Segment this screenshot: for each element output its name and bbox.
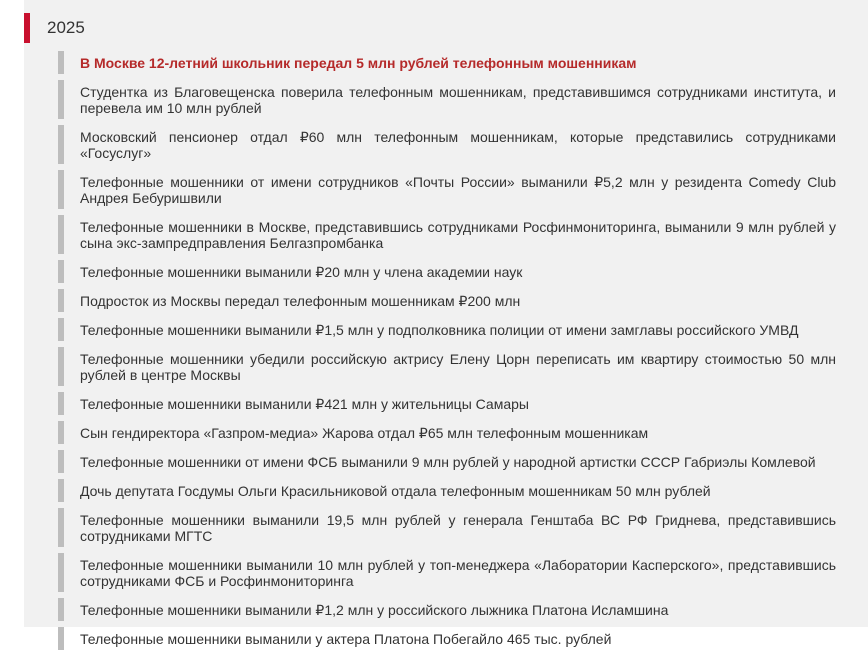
news-link[interactable]: Телефонные мошенники выманили ₽421 млн у жительницы Самары [58,392,836,415]
year-accent-bar [24,13,30,43]
year-heading [24,13,424,43]
news-link[interactable]: Телефонные мошенники выманили ₽1,2 млн у российского лыжника Платона Исламшина [58,598,836,621]
news-link[interactable]: Студентка из Благовещенска поверила телефонным мошенникам, представившимся сотрудниками института, и перевела им 10 млн рублей [58,80,836,119]
news-link[interactable]: Телефонные мошенники от имени сотрудников «Почты России» выманили ₽5,2 млн у резидента Comedy Club Андрея Бебуришвили [58,170,836,209]
year-label: 2025 [47,18,85,37]
news-link[interactable]: Телефонные мошенники от имени ФСБ выманили 9 млн рублей у народной артистки СССР Габриэлы Комлевой [58,450,836,473]
news-list [58,51,836,656]
news-link[interactable]: Телефонные мошенники в Москве, представившись сотрудниками Росфинмониторинга, выманили 9 млн рублей у сына экс-зампредправления Белгазпромбанка [58,215,836,254]
news-link[interactable]: Телефонные мошенники выманили 19,5 млн рублей у генерала Генштаба ВС РФ Гриднева, представившись сотрудниками МГТС [58,508,836,547]
news-link[interactable]: Телефонные мошенники выманили 10 млн рублей у топ-менеджера «Лаборатории Касперского», представившись сотрудниками ФСБ и Росфинмониторинга [58,553,836,592]
news-link[interactable]: Телефонные мошенники убедили российскую актрису Елену Цорн переписать им квартиру стоимостью 50 млн рублей в центре Москвы [58,347,836,386]
news-link[interactable]: Московский пенсионер отдал ₽60 млн телефонным мошенникам, которые представились сотрудниками «Госуслуг» [58,125,836,164]
news-link-featured[interactable]: В Москве 12-летний школьник передал 5 млн рублей телефонным мошенникам [58,51,836,74]
news-link[interactable]: Подросток из Москвы передал телефонным мошенникам ₽200 млн [58,289,836,312]
news-link[interactable]: Сын гендиректора «Газпром-медиа» Жарова отдал ₽65 млн телефонным мошенникам [58,421,836,444]
news-link[interactable]: Телефонные мошенники выманили ₽20 млн у члена академии наук [58,260,836,283]
news-link[interactable]: Телефонные мошенники выманили ₽1,5 млн у подполковника полиции от имени замглавы российского УМВД [58,318,836,341]
news-link[interactable]: Дочь депутата Госдумы Ольги Красильниковой отдала телефонным мошенникам 50 млн рублей [58,479,836,502]
news-link[interactable]: Телефонные мошенники выманили у актера Платона Побегайло 465 тыс. рублей [58,627,836,650]
